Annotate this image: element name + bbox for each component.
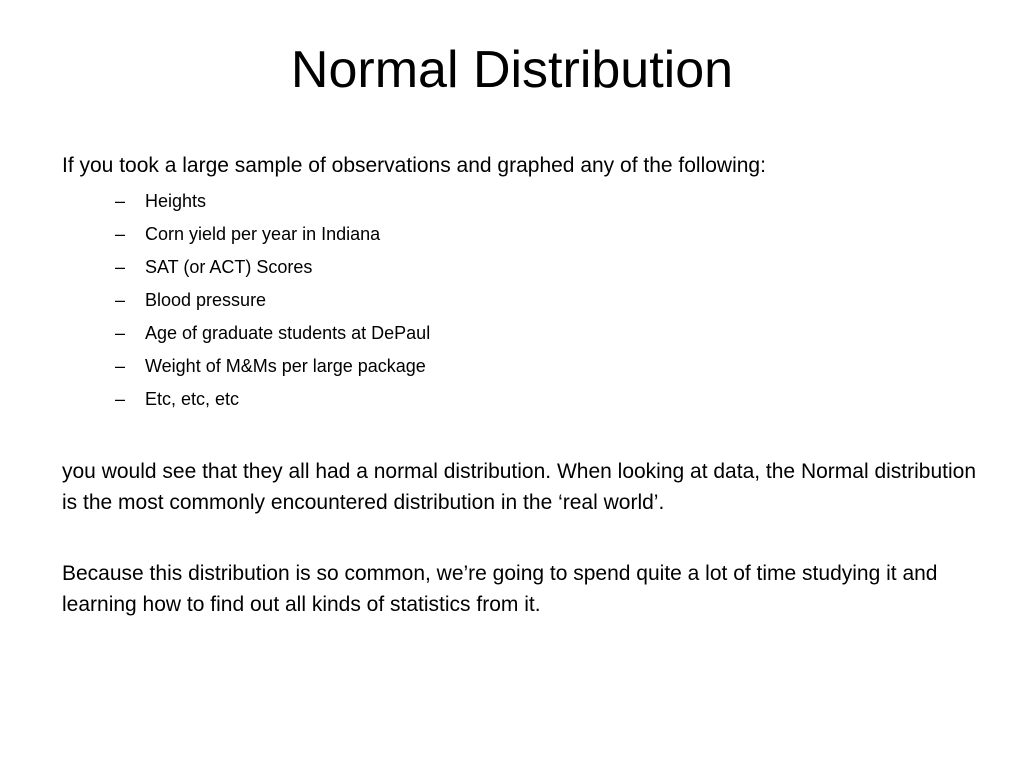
intro-text: If you took a large sample of observations and graphed any of the following:	[62, 154, 766, 177]
dash-bullet-icon: –	[115, 257, 126, 277]
list-item-text: SAT (or ACT) Scores	[145, 257, 313, 277]
paragraph-normal-distribution: you would see that they all had a normal distribution. When looking at data, the Normal distribution is the most commonly encountered distribution in the ‘real world’.	[62, 460, 977, 514]
list-item-text: Etc, etc, etc	[145, 389, 240, 409]
list-item-text: Weight of M&Ms per large package	[145, 356, 426, 376]
list-item	[115, 218, 982, 251]
list-item	[115, 251, 982, 284]
list-item	[115, 383, 982, 416]
list-item-text: Age of graduate students at DePaul	[145, 323, 431, 343]
bullet-list	[62, 185, 982, 416]
dash-bullet-icon: –	[115, 389, 126, 409]
paragraph-common-distribution: Because this distribution is so common, we’re going to spend quite a lot of time studying it and learning how to find out all kinds of statistics from it.	[62, 562, 938, 616]
list-item	[115, 317, 982, 350]
slide-content	[62, 150, 982, 620]
list-item-text: Heights	[145, 191, 207, 211]
dash-bullet-icon: –	[115, 290, 126, 310]
list-item	[115, 185, 982, 218]
list-item	[115, 284, 982, 317]
list-item	[115, 350, 982, 383]
dash-bullet-icon: –	[115, 224, 126, 244]
slide-title: Normal Distribution	[290, 41, 734, 99]
dash-bullet-icon: –	[115, 191, 126, 211]
dash-bullet-icon: –	[115, 356, 126, 376]
dash-bullet-icon: –	[115, 323, 126, 343]
list-item-text: Corn yield per year in Indiana	[145, 224, 381, 244]
list-item-text: Blood pressure	[145, 290, 267, 310]
